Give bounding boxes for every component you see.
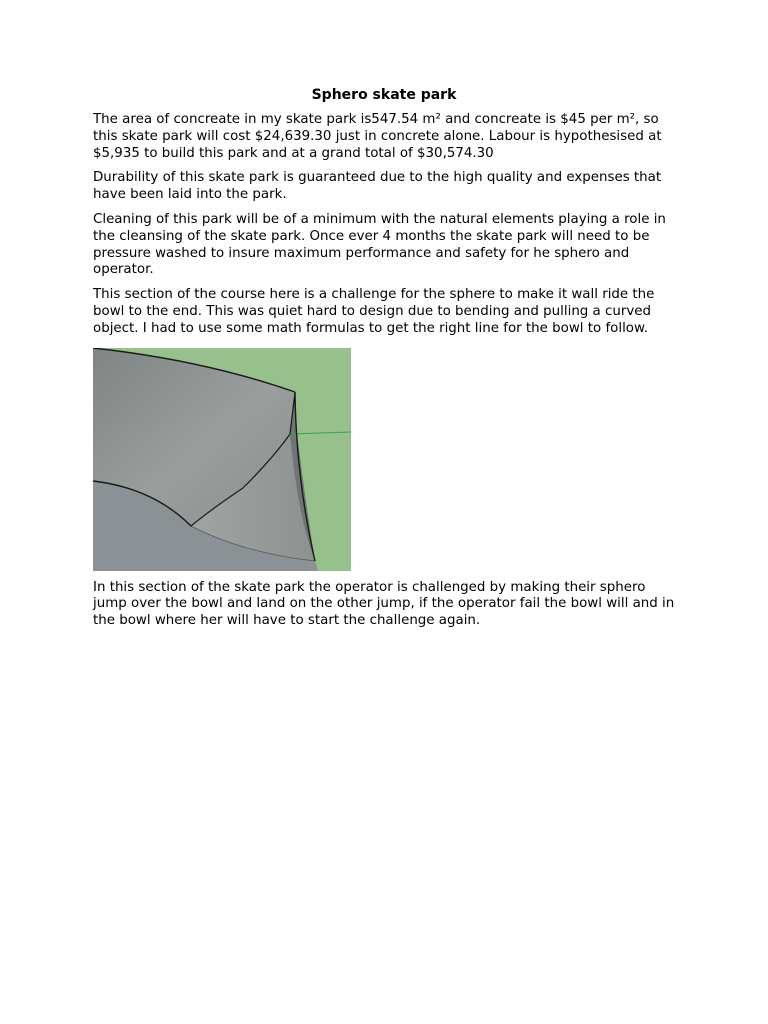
paragraph-wall-ride: This section of the course here is a challenge for the sphere to make it wall ride the bowl to the end. This was quiet hard to design due to bending and pulling a curved object. I had to use some math formulas to get the right line for the bowl to follow.	[93, 287, 655, 336]
paragraph-jump: In this section of the skate park the operator is challenged by making their sphero jump over the bowl and land on the other jump, if the operator fail the bowl will and in the bowl where her will have to start the challenge again.	[93, 579, 675, 629]
paragraph-durability: Durability of this skate park is guaranteed due to the high quality and expenses that have been laid into the park.	[93, 170, 662, 203]
skate-bowl-image	[93, 348, 351, 571]
skate-bowl-render	[93, 348, 351, 571]
document-body	[93, 112, 683, 638]
paragraph-cost: The area of concreate in my skate park is547.54 m² and concreate is $45 per m², so this skate park will cost $24,639.30 just in concrete alone. Labour is hypothesised at $5,935 to build this park and at a grand total of $30,574.30	[93, 112, 662, 161]
paragraph-cleaning: Cleaning of this park will be of a minimum with the natural elements playing a role in the cleansing of the skate park. Once ever 4 months the skate park will need to be pressure washed to insure maximum performance and safety for he sphero and operator.	[93, 211, 666, 278]
document-title: Sphero skate park	[311, 87, 457, 103]
